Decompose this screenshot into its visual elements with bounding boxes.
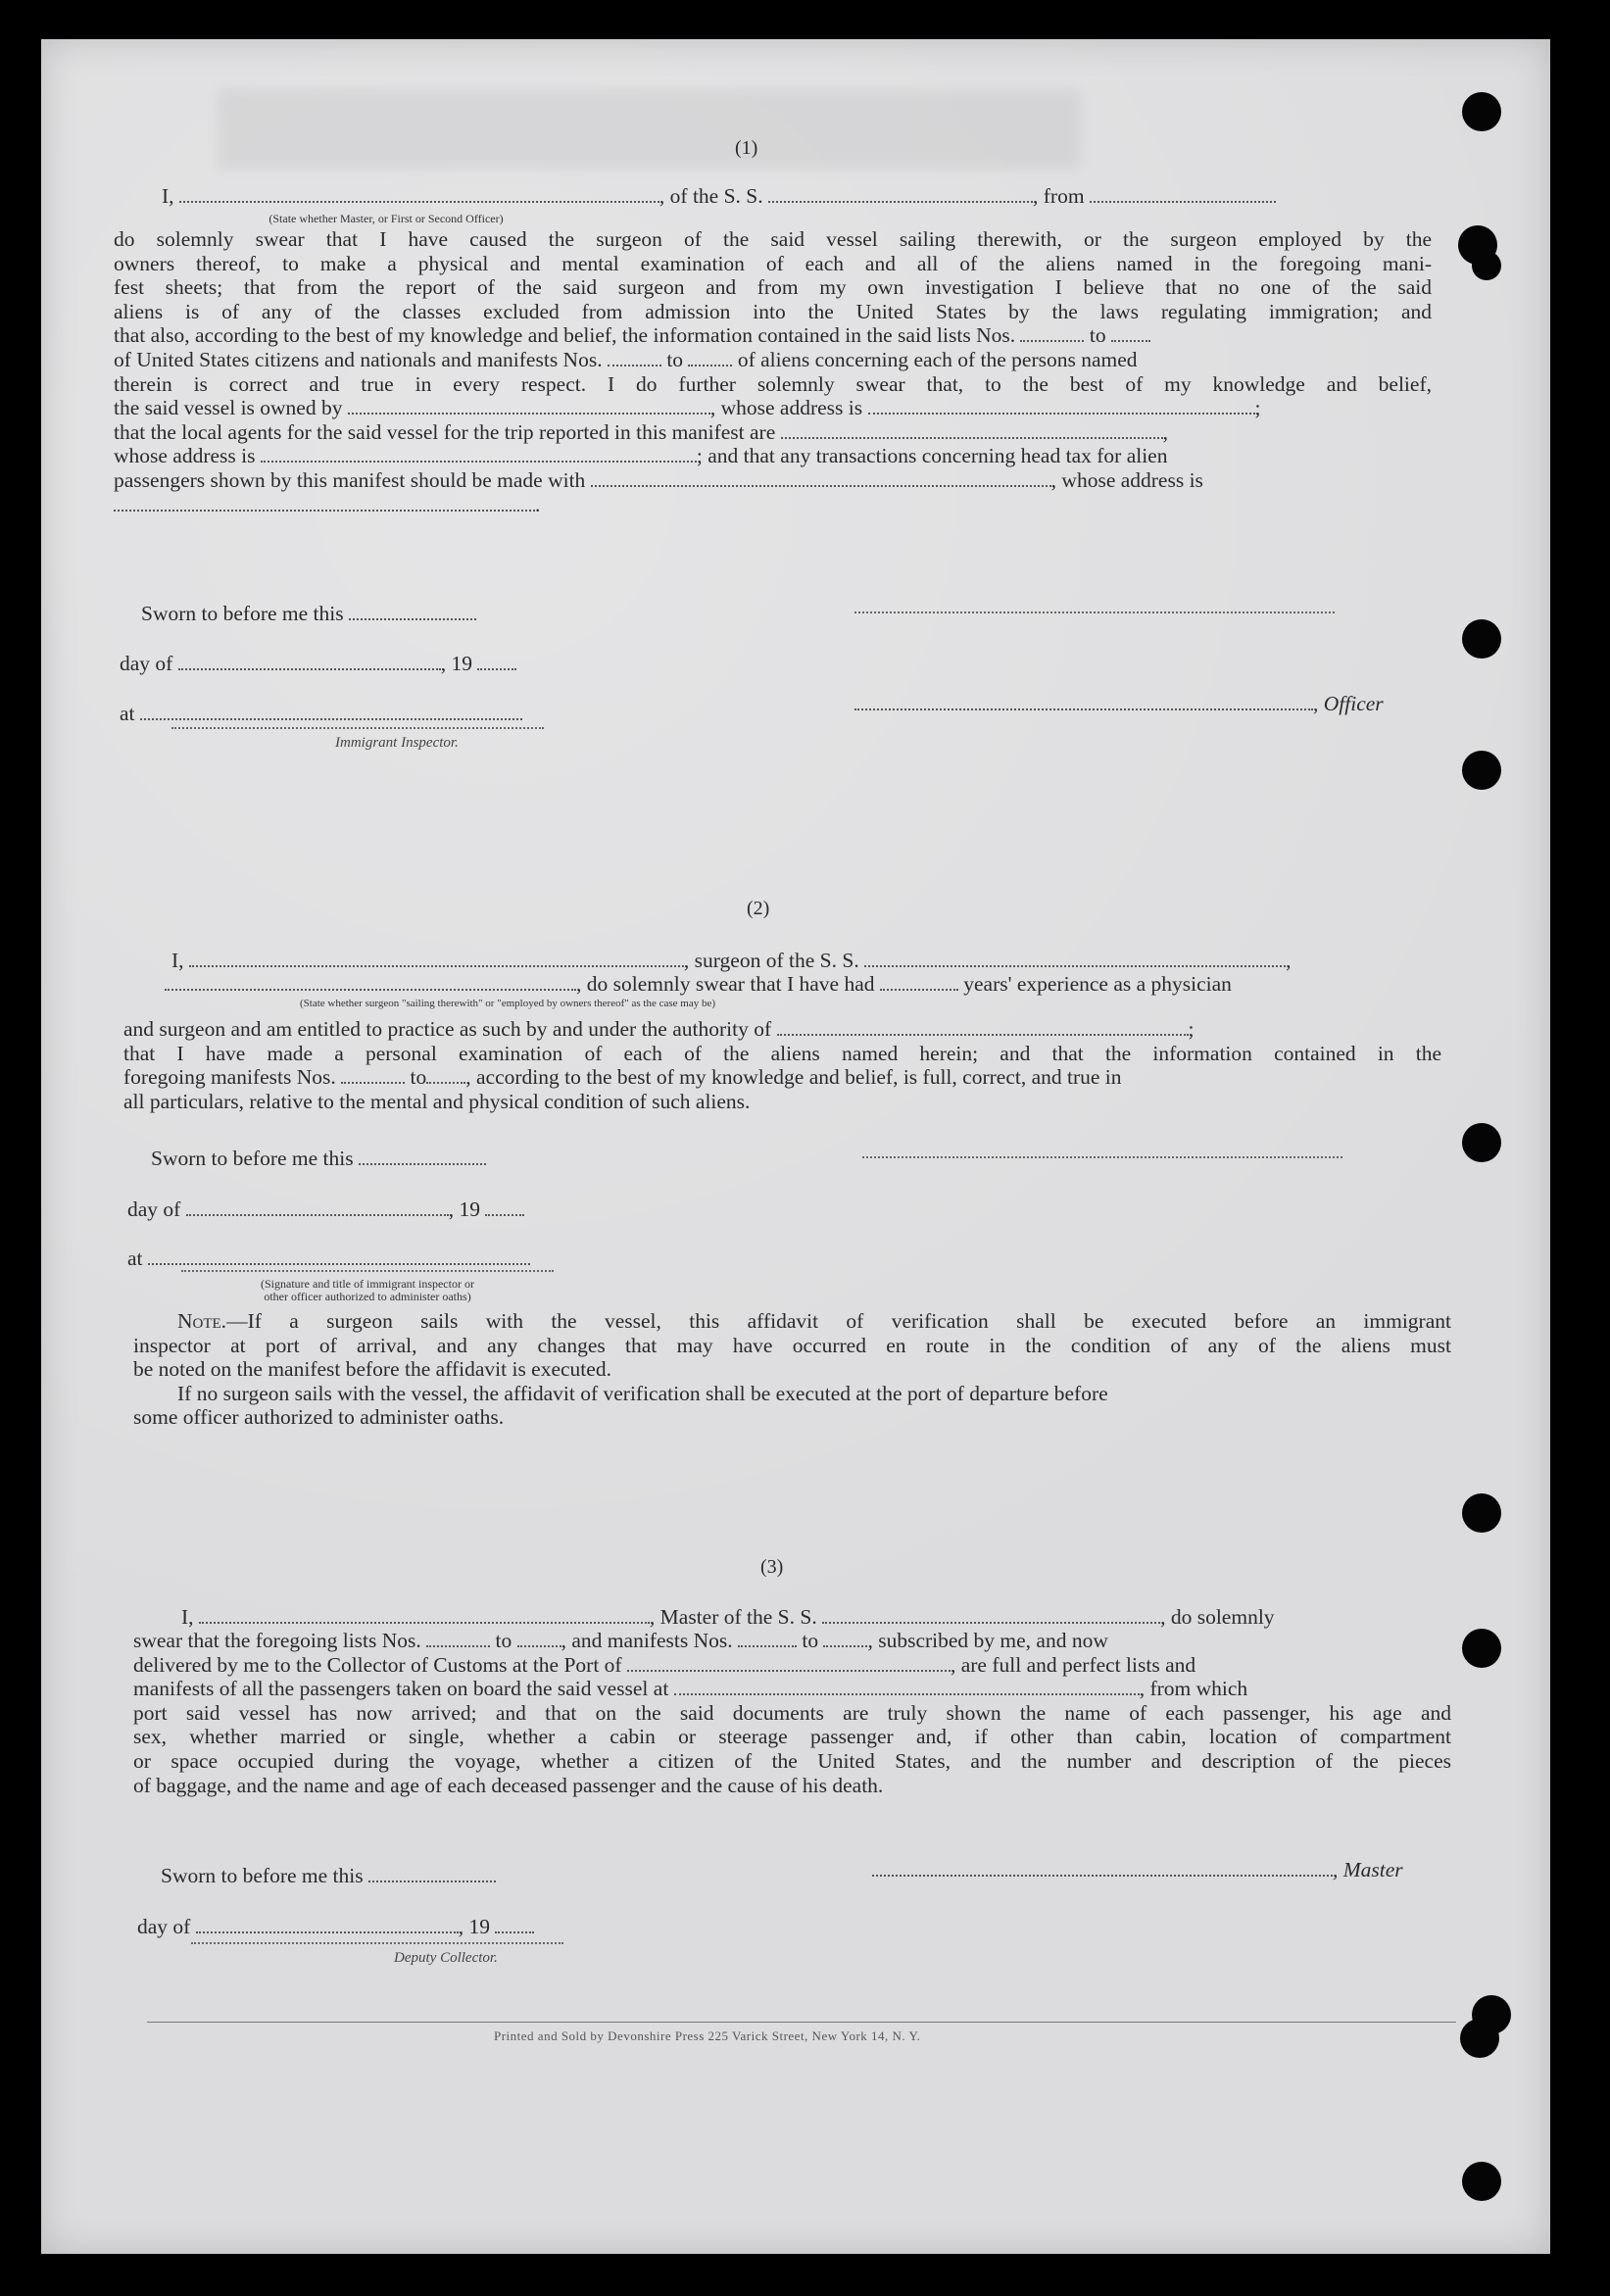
s1-owner-field[interactable] [348,399,710,415]
s2-inspector-caption [181,1278,554,1303]
s1-manifests-from-field[interactable] [608,351,661,366]
s1-inspector-caption: Immigrant Inspector. [335,735,459,751]
s2-surgeon-note: (State whether surgeon "sailing therewith" or "employed by owners thereof" as the case may be) [299,998,715,1009]
s1-para-line: . [114,493,1432,517]
s2-surgeon-name-field[interactable] [189,952,684,967]
s1-at-label: at [120,702,135,725]
s1-lists-from-field[interactable] [1020,326,1084,342]
document-page [41,39,1550,2254]
s3-taken-on-board-text: manifests of all the passengers taken on board the said vessel at [133,1677,669,1701]
s3-year-field[interactable] [495,1918,534,1933]
s1-officer-label: , Officer [1313,692,1384,715]
s2-i-label: I, [171,949,184,972]
s1-sworn-label: Sworn to before me this [141,602,344,625]
s1-to-label-2: to [666,347,684,371]
s3-from-which-text: , from which [1139,1677,1248,1701]
s3-port-field[interactable] [627,1656,951,1672]
s3-master-signature-field[interactable] [872,1861,1333,1877]
punch-hole [1462,619,1501,659]
s1-i-label: I, [162,184,174,208]
s2-day-row [127,1197,524,1222]
punch-hole [1472,251,1501,280]
s3-to-label: to [495,1629,512,1652]
s1-from-port-field[interactable] [1090,187,1276,203]
s2-manifests-nos-text: foregoing manifests Nos. [123,1065,336,1090]
s1-para-line [114,468,1432,493]
s3-paragraph [133,1629,1451,1797]
s1-year-label: , 19 [440,652,472,675]
s1-inspector-line[interactable] [171,727,544,729]
s1-whose-address-is-text-2: , whose address is [1050,467,1203,492]
s3-sworn-field[interactable] [368,1867,496,1882]
s1-signature-line[interactable] [854,611,1335,613]
s1-at-row [120,702,522,726]
s2-at-row [127,1246,530,1271]
s2-year-field[interactable] [485,1200,524,1216]
punch-hole [1462,1123,1501,1162]
punch-hole [1462,92,1501,131]
section-2-number: (2) [747,898,770,919]
s3-subscribed-text: , subscribed by me, and now [867,1629,1108,1652]
s1-whose-address-is-text: whose address is [114,444,256,468]
s3-i-label: I, [181,1605,194,1629]
section-1-number: (1) [735,137,758,159]
s2-para-line: and surgeon and am entitled to practice as such by and under the authority of ; [123,1017,1195,1041]
s2-authority-field[interactable] [777,1020,1189,1036]
s1-head-tax-address-field[interactable] [114,496,535,512]
s2-note-line: inspector at port of arrival, and any changes that may have occurred en route in the condition of any of the aliens must [133,1333,1451,1357]
s2-para-line [123,1065,1441,1090]
s2-ship-name-field[interactable] [864,952,1286,967]
s1-day-row [120,652,516,676]
s2-sworn-row [151,1147,486,1171]
s1-lists-to-field[interactable] [1111,326,1150,342]
s1-para-line [114,348,1432,372]
s2-authority-text: and surgeon and am entitled to practice as such by and under the authority of [123,1017,772,1041]
s1-agents-address-field[interactable] [261,447,697,463]
s3-para-line: or space occupied during the voyage, whether a citizen of the United States, and the number and description of the pieces [133,1748,1451,1773]
s2-line2 [165,972,1232,997]
s1-from-label: , from [1033,184,1085,208]
s2-inspector-line[interactable] [181,1270,554,1272]
s3-day-row [137,1915,534,1939]
s1-officer-row [854,692,1384,716]
s1-manifests-nos-text: of United States citizens and nationals and manifests Nos. [114,347,603,371]
s3-para-line [133,1653,1451,1678]
bleed-through-header [218,90,1080,169]
punch-hole [1462,751,1501,790]
s3-year-label: , 19 [458,1915,490,1938]
s3-lists-to-field[interactable] [517,1632,561,1647]
s3-para-line [133,1629,1451,1653]
s3-ship-name-field[interactable] [822,1608,1160,1624]
s2-note-text: —If a surgeon sails with the vessel, this affidavit of verification shall be executed before an immigrant [226,1309,1451,1333]
punch-hole [1462,1629,1501,1668]
s3-day-field[interactable] [196,1918,459,1933]
s1-sworn-field[interactable] [349,605,476,620]
s2-note-paragraph [133,1309,1451,1430]
s1-para-line: aliens is of any of the classes excluded from admission into the United States by the laws regulating immigration; and [114,299,1432,323]
s3-manifests-from-field[interactable] [738,1632,797,1647]
s1-to-label: to [1089,323,1106,348]
s3-master-name-field[interactable] [199,1608,650,1624]
footer-rule [147,2022,1456,2023]
s3-para-line: sex, whether married or single, whether a cabin or steerage passenger and, if other than cabin, location of compartment [133,1725,1451,1749]
s1-ship-name-field[interactable] [768,187,1033,203]
s1-day-label: day of [120,652,173,675]
s3-collector-caption: Deputy Collector. [394,1950,498,1966]
s2-caption-line2: other officer authorized to administer oaths) [264,1290,471,1303]
s2-note-line: be noted on the manifest before the affidavit is executed. [133,1357,611,1382]
s2-years-field[interactable] [880,975,958,991]
s1-passengers-text: passengers shown by this manifest should be made with [114,467,586,492]
s3-collector-line[interactable] [191,1942,563,1944]
printer-imprint: Printed and Sold by Devonshire Press 225 Varick Street, New York 14, N. Y. [494,2028,921,2043]
s3-lists-from-field[interactable] [426,1632,490,1647]
s2-sworn-field[interactable] [359,1149,486,1165]
section-3-number: (3) [760,1556,784,1578]
s1-para-line: therein is correct and true in every respect. I do further solemnly swear that, to the best of my knowledge and belief, [114,371,1432,396]
s1-para-line [114,323,1432,348]
s1-para-line: the said vessel is owned by , whose address is ; [114,396,1261,420]
punch-hole [1460,2019,1499,2058]
s2-surgeon-type-field[interactable] [165,975,576,991]
s2-note-line: some officer authorized to administer oaths. [133,1405,505,1430]
s2-manifests-to-field[interactable] [426,1068,465,1084]
s1-sworn-row [141,602,476,626]
s2-years-label: years' experience as a physician [963,972,1232,996]
s1-para-line [114,444,1432,468]
s2-note-line: If no surgeon sails with the vessel, the affidavit of verification shall be executed at the port of departure before [177,1381,1108,1405]
s2-sworn-label: Sworn to before me this [151,1147,354,1170]
s1-para-line: fest sheets; that from the report of the said surgeon and from my own investigation I believe that no one of the said [114,275,1432,300]
s3-lists-nos-text: swear that the foregoing lists Nos. [133,1629,421,1652]
s3-to-label-2: to [802,1629,819,1652]
s1-lists-nos-text: that also, according to the best of my knowledge and belief, the information contained in the said lists Nos. [114,323,1016,348]
s3-and-manifests-text: , and manifests Nos. [561,1629,733,1652]
s2-note-line [133,1309,1451,1334]
s2-signature-line[interactable] [862,1156,1342,1158]
s1-head-tax-party-field[interactable] [591,471,1051,487]
s2-line1: I, , surgeon of the S. S. , [171,949,1292,972]
s1-head-tax-text: ; and that any transactions concerning head tax for alien [696,444,1168,468]
s1-at-field[interactable] [140,705,522,720]
s3-collector-text: delivered by me to the Collector of Customs at the Port of [133,1652,622,1677]
s3-para-line [133,1677,1451,1701]
s1-line1 [162,184,1276,209]
s1-local-agents-field[interactable] [781,423,1163,439]
s3-master-of-label: , Master of the S. S. [649,1605,817,1629]
s2-do-swear-label: , do solemnly swear that I have had [576,972,875,996]
s2-day-label: day of [127,1197,181,1221]
s1-year-field[interactable] [477,655,516,670]
s2-year-label: , 19 [448,1197,480,1221]
s1-owned-by-text: the said vessel is owned by [114,396,343,420]
s3-master-row [872,1858,1403,1882]
s1-manifests-to-field[interactable] [688,351,732,366]
s1-of-aliens-text: of aliens concerning each of the persons named [737,347,1138,371]
s1-local-agents-text: that the local agents for the said vessel for the trip reported in this manifest are [114,419,776,444]
s2-manifests-from-field[interactable] [341,1068,405,1084]
s2-note-label: Note. [177,1309,227,1333]
s1-owner-address-field[interactable] [868,399,1255,415]
s1-para-line: that the local agents for the said vessel for the trip reported in this manifest are , [114,419,1168,444]
s3-full-perfect-text: , are full and perfect lists and [950,1652,1196,1677]
s1-day-field[interactable] [178,655,441,670]
s1-whose-address-text: , whose address is [709,396,863,420]
s3-day-label: day of [137,1915,191,1938]
s3-sworn-row [161,1864,496,1888]
s3-para-line: of baggage, and the name and age of each deceased passenger and the cause of his death. [133,1773,884,1797]
s3-do-solemnly-label: , do solemnly [1160,1605,1275,1629]
s3-boarding-port-field[interactable] [674,1680,1140,1695]
s1-paragraph [114,227,1432,516]
punch-hole [1462,1493,1501,1533]
s2-paragraph [123,1017,1441,1113]
s3-sworn-label: Sworn to before me this [161,1864,364,1887]
s1-of-the-ss-label: , of the S. S. [659,184,763,208]
s3-manifests-to-field[interactable] [823,1632,867,1647]
s3-para-line: port said vessel has now arrived; and that on the said documents are truly shown the name of each passenger, his age and [133,1700,1451,1725]
punch-hole [1462,2162,1501,2201]
s2-surgeon-of-label: , surgeon of the S. S. [683,949,859,972]
s1-officer-name-field[interactable] [179,187,659,203]
s1-officer-note: (State whether Master, or First or Second Officer) [268,212,504,225]
s2-according-text: , according to the best of my knowledge and belief, is full, correct, and true in [465,1065,1122,1090]
s2-at-label: at [127,1246,143,1270]
s1-officer-signature-field[interactable] [854,695,1313,710]
s2-para-line: that I have made a personal examination of each of the aliens named herein; and that the information contained in the [123,1041,1441,1065]
s2-day-field[interactable] [186,1200,449,1216]
s3-line1 [181,1605,1275,1630]
s1-para-line: do solemnly swear that I have caused the surgeon of the said vessel sailing therewith, or the surgeon employed by the [114,227,1432,251]
s2-para-line: all particulars, relative to the mental and physical condition of such aliens. [123,1089,751,1113]
s2-to-label: to [410,1065,427,1090]
s2-at-field[interactable] [148,1249,530,1265]
s3-master-label: , Master [1333,1858,1403,1881]
s2-caption-line1: (Signature and title of immigrant inspector or [261,1277,474,1291]
s1-para-line: owners thereof, to make a physical and mental examination of each and all of the aliens named in the foregoing mani- [114,251,1432,275]
